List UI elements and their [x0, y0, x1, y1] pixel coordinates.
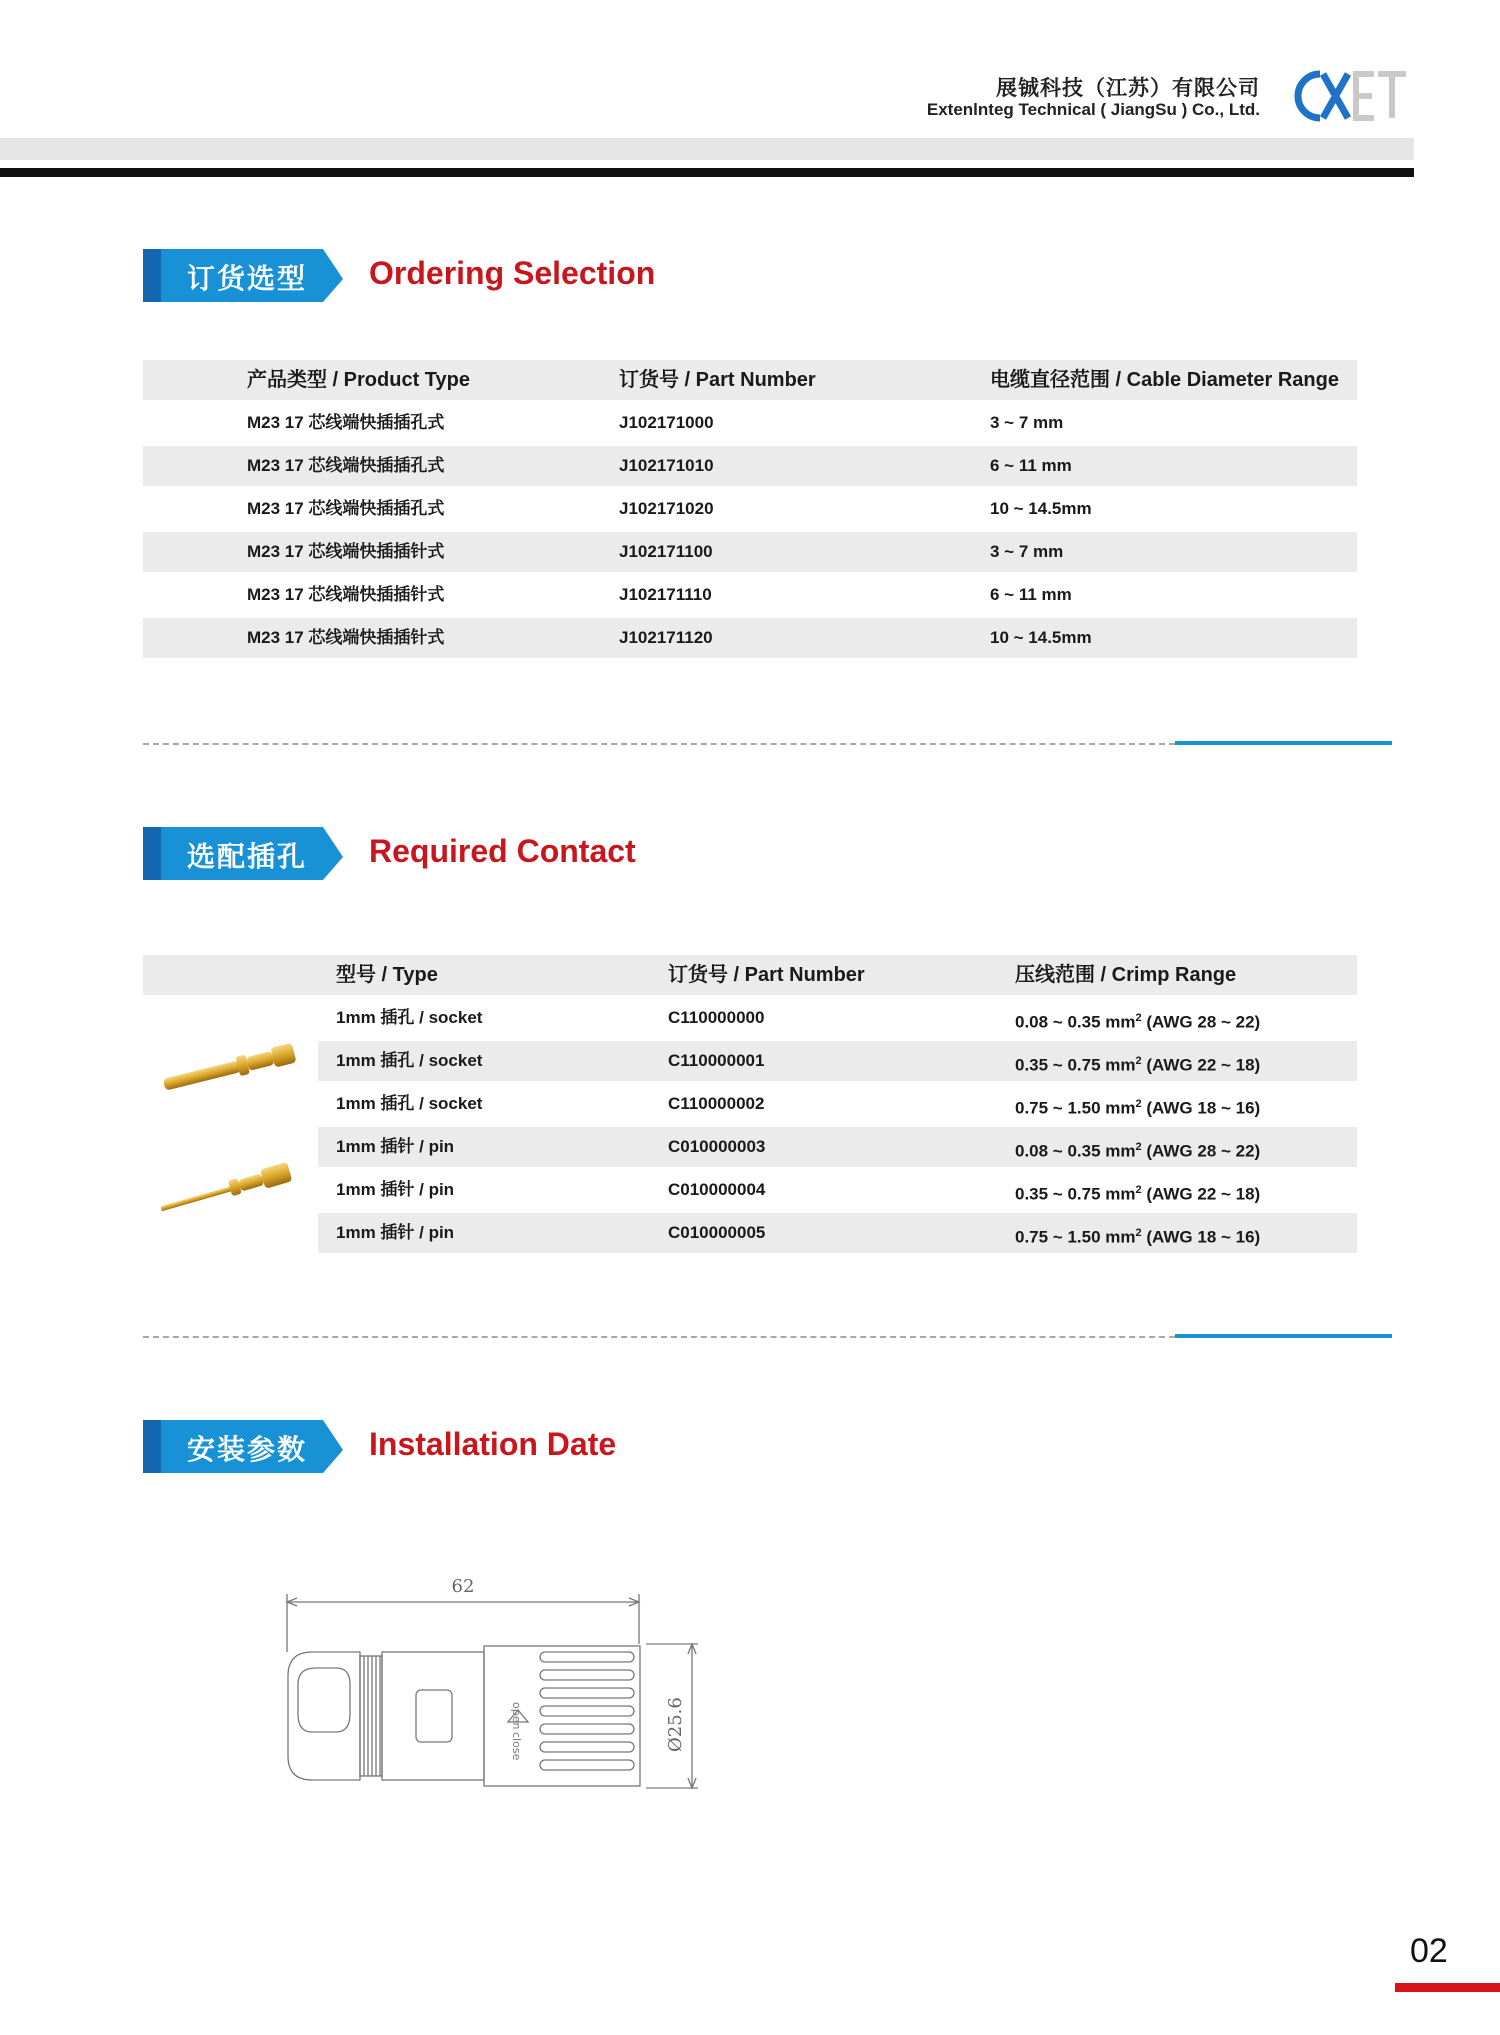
- section-divider-dashed: [143, 743, 1175, 745]
- cell-part-number: C110000001: [668, 1051, 765, 1070]
- cell-part-number: C110000000: [668, 1008, 765, 1027]
- crimp-range-value: 0.75 ~ 1.50 mm: [1015, 1227, 1136, 1247]
- table-row: [143, 489, 1357, 529]
- awg-range: (AWG 18 ~ 16): [1146, 1227, 1261, 1247]
- cell-cable-diameter: 6 ~ 11 mm: [990, 456, 1072, 475]
- cell-cable-diameter: 6 ~ 11 mm: [990, 585, 1072, 604]
- table-row: [318, 1127, 1357, 1167]
- table-row: [143, 618, 1357, 658]
- company-name-en: Extenlnteg Technical ( JiangSu ) Co., Ltd.: [926, 100, 1260, 119]
- cell-type: 1mm 插孔 / socket: [336, 1051, 483, 1070]
- cell-part-number: C010000003: [668, 1137, 766, 1156]
- cell-cable-diameter: 10 ~ 14.5mm: [990, 499, 1092, 518]
- crimp-range-value: 0.35 ~ 0.75 mm: [1015, 1184, 1136, 1204]
- cell-type: 1mm 插孔 / socket: [336, 1094, 483, 1113]
- close-label: close: [510, 1732, 523, 1761]
- section-title-ordering: Ordering Selection: [369, 255, 656, 291]
- crimp-range-value: 0.08 ~ 0.35 mm: [1015, 1012, 1136, 1032]
- length-dimension-label: 62: [451, 1576, 475, 1597]
- table-header-row: [143, 955, 1357, 995]
- column-header-crimp-range: 压线范围 / Crimp Range: [1015, 964, 1237, 986]
- cell-part-number: J102171120: [619, 628, 713, 647]
- section-tag-ordering: [143, 249, 343, 302]
- cell-product-type: M23 17 芯线端快插插孔式: [247, 456, 445, 475]
- cell-product-type: M23 17 芯线端快插插针式: [247, 585, 445, 604]
- section-title-cn: 选配插孔: [187, 840, 308, 873]
- cell-product-type: M23 17 芯线端快插插孔式: [247, 499, 445, 518]
- cell-crimp-range: [1015, 1127, 1260, 1172]
- table-row: [143, 403, 1357, 443]
- cell-part-number: C110000002: [668, 1094, 765, 1113]
- table-row: [143, 575, 1357, 615]
- superscript: 2: [1135, 1098, 1142, 1110]
- cxet-logo: [1290, 66, 1408, 126]
- cell-crimp-range: [1015, 1213, 1260, 1258]
- cell-part-number: J102171020: [619, 499, 714, 518]
- table-row: [143, 532, 1357, 572]
- table-row: [318, 1170, 1357, 1210]
- cell-cable-diameter: 3 ~ 7 mm: [990, 413, 1064, 432]
- crimp-range-value: 0.75 ~ 1.50 mm: [1015, 1098, 1136, 1118]
- superscript: 2: [1135, 1055, 1142, 1067]
- section-title-install: Installation Date: [369, 1426, 617, 1462]
- cell-type: 1mm 插针 / pin: [336, 1137, 455, 1156]
- awg-range: (AWG 22 ~ 18): [1146, 1184, 1261, 1204]
- cell-crimp-range: [1015, 1084, 1260, 1129]
- table-row: [143, 446, 1357, 486]
- page-number-bar: [1395, 1983, 1500, 1992]
- section-tag-contact: [143, 827, 343, 880]
- awg-range: (AWG 28 ~ 22): [1146, 1141, 1261, 1161]
- header-gray-band: [0, 138, 1414, 160]
- cell-cable-diameter: 10 ~ 14.5mm: [990, 628, 1092, 647]
- cell-product-type: M23 17 芯线端快插插孔式: [247, 413, 445, 432]
- company-name-cn: 展铖科技（江苏）有限公司: [996, 77, 1260, 100]
- section-tag-install: [143, 1420, 343, 1473]
- superscript: 2: [1135, 1141, 1142, 1153]
- cell-part-number: J102171110: [619, 585, 712, 604]
- cell-type: 1mm 插针 / pin: [336, 1223, 455, 1242]
- cell-part-number: C010000005: [668, 1223, 766, 1242]
- cell-crimp-range: [1015, 1041, 1260, 1086]
- column-header-product-type: 产品类型 / Product Type: [247, 369, 470, 391]
- crimp-range-value: 0.08 ~ 0.35 mm: [1015, 1141, 1136, 1161]
- awg-range: (AWG 18 ~ 16): [1146, 1098, 1261, 1118]
- cell-type: 1mm 插针 / pin: [336, 1180, 455, 1199]
- cell-cable-diameter: 3 ~ 7 mm: [990, 542, 1064, 561]
- awg-range: (AWG 28 ~ 22): [1146, 1012, 1261, 1032]
- contact-pins-image: [152, 1018, 312, 1238]
- awg-range: (AWG 22 ~ 18): [1146, 1055, 1261, 1075]
- section-title-cn: 安装参数: [187, 1433, 308, 1466]
- section-divider-accent: [1175, 1334, 1392, 1338]
- table-header-row: [143, 360, 1357, 400]
- section-title-contact: Required Contact: [369, 833, 636, 869]
- cell-part-number: J102171000: [619, 413, 714, 432]
- table-row: [318, 1084, 1357, 1124]
- table-row: [318, 1041, 1357, 1081]
- section-title-cn: 订货选型: [187, 262, 308, 295]
- column-header-type: 型号 / Type: [336, 964, 438, 986]
- cell-part-number: C010000004: [668, 1180, 766, 1199]
- section-divider-accent: [1175, 741, 1392, 745]
- cell-product-type: M23 17 芯线端快插插针式: [247, 628, 445, 647]
- cell-part-number: J102171100: [619, 542, 713, 561]
- cell-crimp-range: [1015, 1170, 1260, 1215]
- page-number: 02: [1410, 1932, 1448, 1970]
- cell-crimp-range: [1015, 998, 1260, 1043]
- cell-part-number: J102171010: [619, 456, 714, 475]
- header-black-bar: [0, 168, 1414, 177]
- column-header-part-number: 订货号 / Part Number: [668, 964, 865, 986]
- section-divider-dashed: [143, 1336, 1175, 1338]
- connector-drawing: [278, 1572, 708, 1802]
- table-row: [318, 998, 1357, 1038]
- open-label: open: [510, 1702, 523, 1730]
- cell-product-type: M23 17 芯线端快插插针式: [247, 542, 445, 561]
- column-header-part-number: 订货号 / Part Number: [619, 369, 816, 391]
- superscript: 2: [1135, 1227, 1142, 1239]
- cell-type: 1mm 插孔 / socket: [336, 1008, 483, 1027]
- table-row: [318, 1213, 1357, 1253]
- column-header-cable-diameter: 电缆直径范围 / Cable Diameter Range: [990, 369, 1339, 391]
- crimp-range-value: 0.35 ~ 0.75 mm: [1015, 1055, 1136, 1075]
- superscript: 2: [1135, 1184, 1142, 1196]
- superscript: 2: [1135, 1012, 1142, 1024]
- diameter-dimension-label: Ø25.6: [665, 1697, 686, 1752]
